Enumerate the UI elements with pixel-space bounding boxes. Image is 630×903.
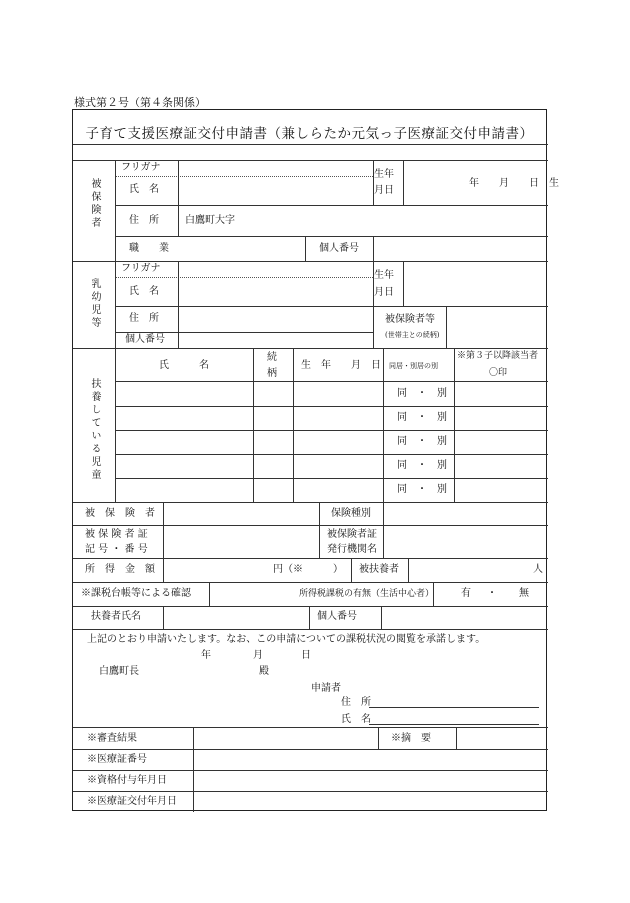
rule — [73, 629, 548, 630]
cohab-option: 同 ・ 別 — [397, 436, 447, 447]
infant-address-label: 住 所 — [129, 313, 159, 324]
dependents-col-third-2: 〇印 — [489, 368, 508, 378]
dependents-col-cohab: 同居・別居の別 — [389, 362, 438, 370]
dependents-col-rel-2: 柄 — [267, 368, 277, 379]
address-line — [369, 707, 539, 708]
insured-address-value: 白鷹町大字 — [185, 215, 235, 226]
rule — [115, 306, 548, 307]
rule — [293, 348, 294, 502]
form-id: 様式第２号（第４条関係） — [74, 96, 206, 109]
rule — [115, 478, 548, 479]
rule — [408, 558, 409, 582]
declaration-honorific: 殿 — [259, 666, 269, 677]
declaration-month: 月 — [253, 650, 263, 661]
rule — [73, 606, 548, 607]
infant-section-label: 乳幼児等 — [89, 278, 100, 330]
rule — [73, 558, 548, 559]
rule — [115, 381, 548, 382]
rule — [73, 727, 548, 728]
rule — [319, 502, 320, 558]
tax-no-option: 無 — [519, 588, 529, 599]
tax-status-label: 所得税課税の有無（生活中心者） — [299, 589, 435, 599]
rule — [115, 430, 548, 431]
insurance-card-no-label-1: 被 保 険 者 証 — [85, 529, 148, 540]
rule — [446, 306, 447, 348]
insurance-insured-label: 被 保 険 者 — [85, 508, 155, 519]
rule — [73, 160, 548, 161]
rule — [381, 606, 382, 629]
cohab-option: 同 ・ 別 — [397, 484, 447, 495]
office-review-label: ※審査結果 — [87, 733, 137, 744]
declaration-address-label: 住 所 — [341, 697, 371, 708]
declaration-mayor: 白鷹町長 — [99, 666, 139, 677]
rule — [383, 348, 384, 502]
income-label: 所 得 金 額 — [85, 564, 155, 575]
rule — [115, 236, 548, 237]
insured-name-label: 氏 名 — [129, 184, 159, 195]
rule — [73, 261, 548, 262]
rule — [115, 454, 548, 455]
insurance-issuer-label-1: 被保険者証 — [327, 529, 377, 540]
tax-yes-option: 有 — [461, 588, 471, 599]
infant-personal-number-label: 個人番号 — [125, 334, 165, 345]
declaration-day: 日 — [301, 650, 311, 661]
rule — [178, 261, 179, 348]
income-persons-unit: 人 — [533, 564, 543, 575]
rule — [163, 502, 164, 582]
dotted-rule — [115, 277, 373, 278]
supporter-name-label: 扶養者氏名 — [91, 611, 141, 622]
insurance-issuer-label-2: 発行機関名 — [327, 544, 377, 555]
insured-birth-label-2: 月日 — [374, 185, 394, 196]
declaration-applicant: 申請者 — [311, 683, 341, 694]
rule — [378, 727, 379, 749]
rule — [456, 727, 457, 749]
rule — [115, 406, 548, 407]
dependents-col-third-1: ※第３子以降該当者 — [457, 351, 539, 361]
insured-address-label: 住 所 — [129, 215, 159, 226]
rule — [305, 236, 306, 261]
infant-birth-label-1: 生年 — [374, 270, 394, 281]
dependents-section-label: 扶養している児童 — [89, 378, 100, 482]
insured-furigana-label: フリガナ — [121, 162, 161, 173]
rule — [115, 332, 373, 333]
rule — [454, 348, 455, 502]
rule — [73, 791, 548, 792]
office-issue-date-label: ※医療証交付年月日 — [87, 796, 177, 807]
insured-birth-value: 年 月 日 生 — [469, 178, 559, 189]
insurance-card-no-label-2: 記 号 ・ 番 号 — [85, 544, 148, 555]
rule — [73, 525, 548, 526]
rule — [351, 558, 352, 582]
rule — [163, 606, 164, 629]
tax-separator: ・ — [487, 588, 497, 599]
income-dependents-label: 被扶養者 — [359, 564, 399, 575]
declaration-name-label: 氏 名 — [341, 714, 371, 725]
rule — [73, 144, 548, 145]
insured-birth-label-1: 生年 — [374, 169, 394, 180]
infant-furigana-label: フリガナ — [121, 263, 161, 274]
dependents-col-rel-1: 続 — [267, 352, 277, 363]
infant-name-label: 氏 名 — [129, 286, 159, 297]
supporter-personal-number-label: 個人番号 — [317, 611, 357, 622]
insurance-type-label: 保険種別 — [331, 508, 371, 519]
rule — [73, 582, 548, 583]
infant-insured-rel-label: 被保険者等 — [385, 314, 435, 325]
cohab-option: 同 ・ 別 — [397, 460, 447, 471]
rule — [383, 502, 384, 558]
insured-personal-number-label: 個人番号 — [319, 243, 359, 254]
dotted-rule — [115, 176, 373, 177]
name-line — [369, 724, 539, 725]
declaration-year: 年 — [201, 650, 211, 661]
declaration-statement: 上記のとおり申請いたします。なお、この申請についての課税状況の閲覧を承諾します。 — [87, 634, 486, 645]
tax-check-label: ※課税台帳等による確認 — [81, 588, 191, 599]
office-card-number-label: ※医療証番号 — [87, 754, 147, 765]
form-title: 子育て支援医療証交付申請書（兼しらたか元気っ子医療証交付申請書） — [85, 126, 534, 142]
rule — [373, 160, 374, 205]
rule — [115, 205, 548, 206]
rule — [373, 236, 374, 261]
rule — [115, 160, 116, 502]
infant-insured-rel-note: (世帯主との続柄) — [385, 331, 440, 339]
cohab-option: 同 ・ 別 — [397, 412, 447, 423]
rule — [209, 582, 210, 606]
office-summary-label: ※摘 要 — [391, 733, 431, 744]
application-form — [72, 109, 559, 811]
rule — [73, 749, 548, 750]
rule — [73, 348, 548, 349]
insured-occupation-label: 職 業 — [129, 243, 169, 254]
rule — [403, 160, 404, 205]
insured-section-label: 被保険者 — [89, 178, 100, 230]
rule — [73, 502, 548, 503]
infant-birth-label-2: 月日 — [374, 287, 394, 298]
dependents-col-birth: 生 年 月 日 — [301, 360, 381, 371]
rule — [193, 727, 194, 812]
income-yen: 円（※ ） — [273, 564, 343, 575]
dependents-col-name: 氏 名 — [159, 360, 209, 371]
rule — [178, 160, 179, 236]
rule — [403, 261, 404, 306]
cohab-option: 同 ・ 別 — [397, 388, 447, 399]
rule — [309, 606, 310, 629]
office-eligibility-date-label: ※資格付与年月日 — [87, 775, 167, 786]
rule — [73, 770, 548, 771]
rule — [253, 348, 254, 502]
